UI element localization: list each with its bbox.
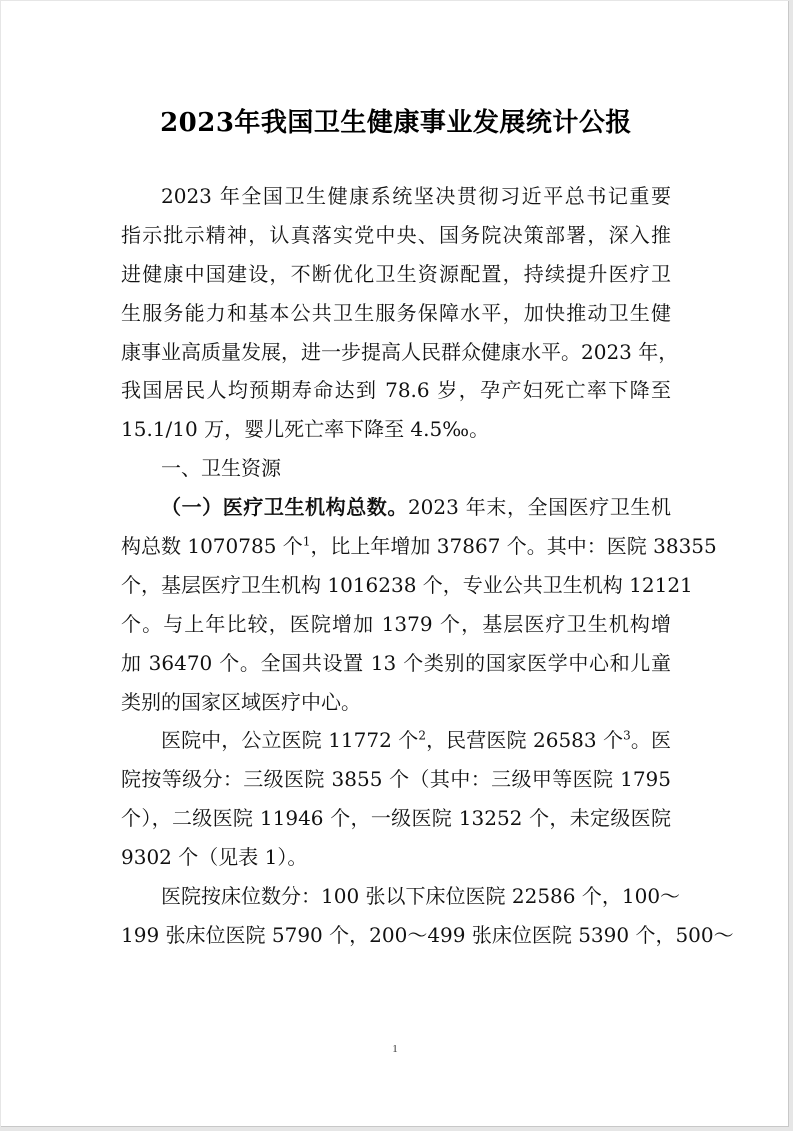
body-text bbox=[121, 177, 734, 955]
paragraph-line: 9302 个（见表 1）。 bbox=[121, 845, 308, 870]
paragraph-text: 。医 bbox=[630, 728, 671, 753]
paragraph-line: 个。与上年比较，医院增加 1379 个，基层医疗卫生机构增 bbox=[121, 611, 671, 636]
paragraph-line: 我国居民人均预期寿命达到 78.6 岁，孕产妇死亡率下降至 bbox=[121, 378, 671, 403]
section-heading: 一、卫生资源 bbox=[161, 456, 281, 481]
footnote-marker: 1 bbox=[302, 534, 311, 549]
paragraph-line: 进健康中国建设，不断优化卫生资源配置，持续提升医疗卫 bbox=[121, 261, 671, 286]
page-number: 1 bbox=[392, 1043, 398, 1055]
paragraph-line: 个），二级医院 11946 个，一级医院 13252 个，未定级医院 bbox=[121, 806, 671, 831]
paragraph-line: 院按等级分：三级医院 3855 个（其中：三级甲等医院 1795 bbox=[121, 767, 671, 792]
paragraph-text: 医院中，公立医院 11772 个 bbox=[161, 728, 419, 753]
document-content bbox=[121, 97, 734, 955]
paragraph-line bbox=[121, 488, 671, 527]
paragraph-line bbox=[121, 721, 671, 760]
paragraph-text: ，民营医院 26583 个 bbox=[426, 728, 624, 753]
document-title: 2023年我国卫生健康事业发展统计公报 bbox=[160, 108, 632, 138]
paragraph-line: 15.1/10 万，婴儿死亡率下降至 4.5‰。 bbox=[121, 417, 490, 442]
paragraph-line: 类别的国家区域医疗中心。 bbox=[121, 689, 361, 714]
document-page bbox=[1, 1, 789, 1127]
paragraph-text: 2023 年末，全国医疗卫生机 bbox=[407, 495, 671, 520]
paragraph-text: 构总数 1070785 个 bbox=[121, 534, 303, 559]
paragraph-line: 加 36470 个。全国共设置 13 个类别的国家医学中心和儿童 bbox=[121, 650, 671, 675]
paragraph-line: 生服务能力和基本公共卫生服务保障水平，加快推动卫生健 bbox=[121, 300, 671, 325]
paragraph-line: 医院按床位数分：100 张以下床位医院 22586 个，100～ bbox=[161, 884, 681, 909]
paragraph-line: 康事业高质量发展，进一步提高人民群众健康水平。2023 年， bbox=[121, 339, 679, 364]
paragraph-line bbox=[121, 527, 717, 566]
paragraph-line: 指示批示精神，认真落实党中央、国务院决策部署，深入推 bbox=[121, 222, 671, 247]
footnote-marker: 2 bbox=[418, 728, 426, 743]
paragraph-text: ，比上年增加 37867 个。其中：医院 38355 bbox=[310, 534, 717, 559]
subsection-heading: （一）医疗卫生机构总数。 bbox=[161, 495, 408, 520]
paragraph-line: 2023 年全国卫生健康系统坚决贯彻习近平总书记重要 bbox=[161, 184, 671, 208]
paragraph-line: 个，基层医疗卫生机构 1016238 个，专业公共卫生机构 12121 bbox=[121, 572, 693, 597]
footnote-marker: 3 bbox=[623, 728, 631, 743]
paragraph-line: 199 张床位医院 5790 个，200～499 张床位医院 5390 个，500～ bbox=[121, 922, 734, 947]
